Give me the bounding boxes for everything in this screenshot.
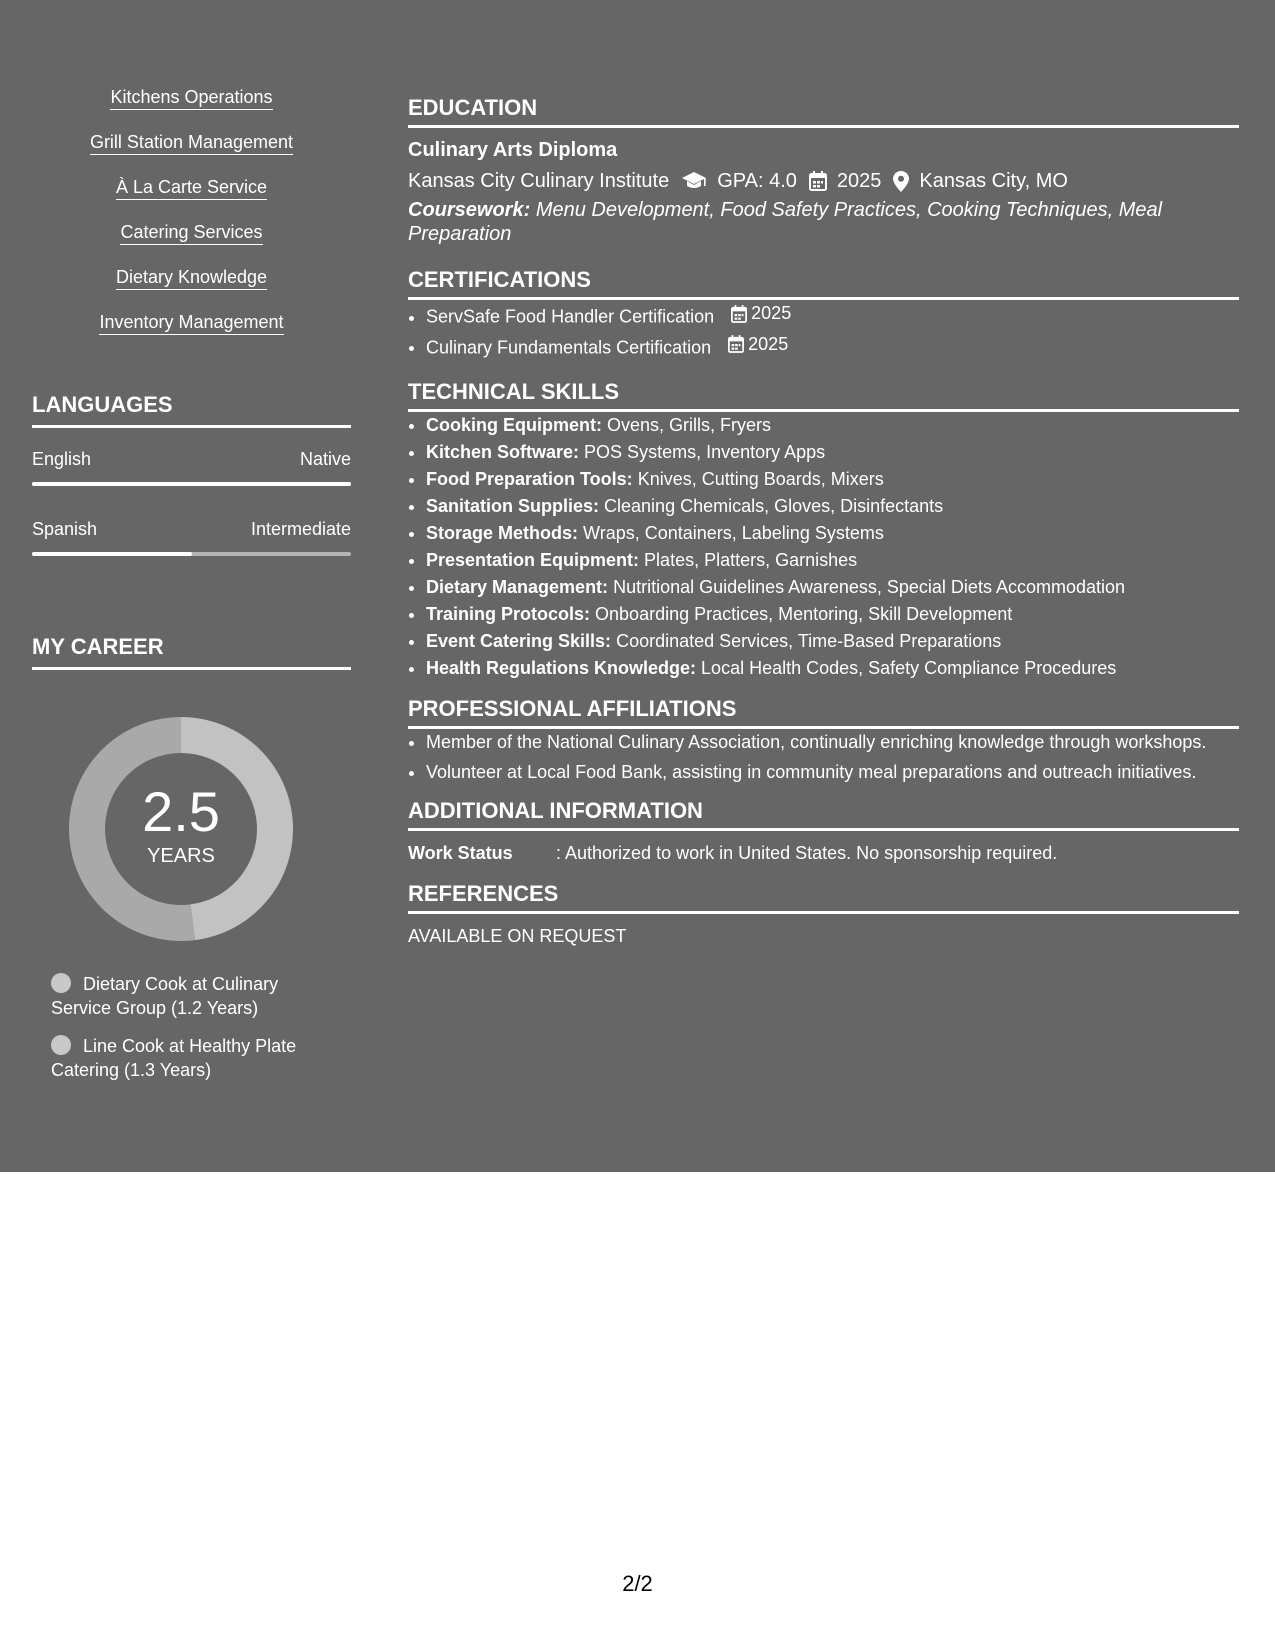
education-year: 2025: [836, 170, 882, 192]
certification-name: ServSafe Food Handler Certification: [426, 306, 715, 327]
page-number: 2/2: [622, 1571, 653, 1596]
skill-item: [32, 131, 351, 156]
technical-skill-item: [426, 547, 1239, 574]
language-level: Native: [299, 449, 351, 469]
language-name: Spanish: [32, 519, 98, 539]
calendar-icon: [809, 171, 827, 191]
technical-skill-item: [426, 520, 1239, 547]
certification-year: 2025: [748, 333, 789, 354]
technical-skill-item: [426, 466, 1239, 493]
legend-dot-icon: [51, 973, 71, 993]
education-gpa: GPA: 4.0: [717, 170, 797, 192]
skill-item: [32, 221, 351, 246]
affiliations-list: [408, 729, 1239, 786]
technical-skill-label: Dietary Management:: [426, 577, 609, 597]
languages-title: LANGUAGES: [32, 392, 351, 428]
technical-skill-label: Storage Methods:: [426, 523, 579, 543]
technical-skill-item: [426, 628, 1239, 655]
skills-list: [32, 86, 351, 336]
skill-item: [32, 266, 351, 291]
skill-label: Catering Services: [120, 221, 262, 245]
references-text: AVAILABLE ON REQUEST: [408, 926, 627, 946]
language-proficiency-bar: [32, 552, 351, 556]
technical-skill-value: Plates, Platters, Garnishes: [644, 550, 858, 570]
technical-skills-title: TECHNICAL SKILLS: [408, 379, 1239, 412]
career-legend-label: Line Cook at Healthy Plate Catering (1.3 Years): [51, 1036, 297, 1080]
technical-skill-item: [426, 601, 1239, 628]
language-name: English: [32, 449, 92, 469]
technical-skill-item: [426, 655, 1239, 682]
certification-name: Culinary Fundamentals Certification: [426, 337, 712, 357]
technical-skill-item: [426, 439, 1239, 466]
certifications-list: [408, 300, 1239, 361]
technical-skill-value: POS Systems, Inventory Apps: [584, 442, 826, 462]
education-title: EDUCATION: [408, 95, 1239, 128]
affiliation-item: • Member of the National Culinary Association, continually enriching knowledge through workshops.: [426, 729, 1239, 756]
technical-skill-value: Knives, Cutting Boards, Mixers: [637, 469, 884, 489]
language-level: Intermediate: [250, 519, 351, 539]
right-column: [408, 95, 1239, 948]
skill-label: Grill Station Management: [90, 131, 293, 155]
certification-date: [728, 331, 788, 358]
language-row: [32, 448, 351, 470]
career-legend-label: Dietary Cook at Culinary Service Group (1.2 Years): [51, 974, 279, 1018]
certification-item: [426, 331, 1239, 362]
affiliation-item: • Volunteer at Local Food Bank, assisting in community meal preparations and outreach initiatives.: [426, 759, 1239, 786]
certification-date: [731, 300, 791, 327]
skill-label: Kitchens Operations: [110, 86, 272, 110]
references-title: REFERENCES: [408, 881, 1239, 914]
certifications-title: CERTIFICATIONS: [408, 267, 1239, 300]
language-proficiency-fill: [32, 552, 192, 556]
technical-skill-value: Nutritional Guidelines Awareness, Special Diets Accommodation: [613, 577, 1126, 597]
additional-info-title: ADDITIONAL INFORMATION: [408, 798, 1239, 831]
technical-skill-label: Event Catering Skills:: [426, 631, 612, 651]
technical-skill-value: Wraps, Containers, Labeling Systems: [583, 523, 884, 543]
career-total-unit: YEARS: [147, 845, 215, 867]
technical-skill-label: Sanitation Supplies:: [426, 496, 600, 516]
technical-skill-label: Cooking Equipment:: [426, 415, 602, 435]
technical-skill-value: Onboarding Practices, Mentoring, Skill Development: [595, 604, 1013, 624]
technical-skill-value: Cleaning Chemicals, Gloves, Disinfectants: [604, 496, 944, 516]
technical-skill-value: Local Health Codes, Safety Compliance Procedures: [701, 658, 1117, 678]
certification-year: 2025: [751, 303, 792, 323]
career-section: [32, 634, 351, 1096]
calendar-icon: [728, 335, 744, 353]
technical-skill-label: Kitchen Software:: [426, 442, 580, 462]
technical-skills-list: [408, 412, 1239, 682]
work-status-value: : Authorized to work in United States. No sponsorship required.: [556, 843, 1058, 863]
career-legend: [51, 972, 321, 1082]
work-status-label: Work Status: [408, 843, 513, 863]
career-title: MY CAREER: [32, 634, 351, 670]
technical-skill-value: Coordinated Services, Time-Based Preparations: [616, 631, 1002, 651]
certification-item: [426, 300, 1239, 331]
technical-skill-label: Health Regulations Knowledge:: [426, 658, 697, 678]
skill-label: Inventory Management: [99, 311, 283, 335]
technical-skill-label: Presentation Equipment:: [426, 550, 640, 570]
language-proficiency-bar: [32, 482, 351, 486]
skill-item: [32, 176, 351, 201]
education-institution: Kansas City Culinary Institute: [408, 170, 670, 192]
technical-skill-value: Ovens, Grills, Fryers: [607, 415, 772, 435]
skill-item: [32, 311, 351, 336]
location-pin-icon: [893, 171, 909, 192]
language-row: [32, 518, 351, 540]
graduation-cap-icon: [681, 171, 707, 191]
affiliations-title: PROFESSIONAL AFFILIATIONS: [408, 696, 1239, 729]
left-column: [32, 86, 351, 1080]
calendar-icon: [731, 305, 747, 323]
legend-dot-icon: [51, 1035, 71, 1055]
education-location: Kansas City, MO: [919, 170, 1068, 192]
technical-skill-label: Training Protocols:: [426, 604, 591, 624]
skill-item: [32, 86, 351, 111]
technical-skill-item: [426, 412, 1239, 439]
skill-label: À La Carte Service: [116, 176, 267, 200]
coursework-label: Coursework:: [408, 199, 531, 221]
career-legend-item: [51, 1034, 321, 1082]
technical-skill-item: [426, 574, 1239, 601]
technical-skill-label: Food Preparation Tools:: [426, 469, 633, 489]
career-legend-item: [51, 972, 321, 1020]
education-degree: Culinary Arts Diploma: [408, 139, 618, 161]
education-coursework: [408, 198, 1239, 246]
career-total-number: 2.5: [142, 780, 220, 843]
skill-label: Dietary Knowledge: [116, 266, 267, 290]
coursework-text: Menu Development, Food Safety Practices, Cooking Techniques, Meal Preparation: [408, 199, 1163, 245]
work-status-row: [408, 841, 1239, 865]
education-details: [408, 168, 1239, 194]
career-donut-chart: [66, 714, 296, 944]
languages-section: [32, 392, 351, 556]
language-proficiency-fill: [32, 482, 351, 486]
technical-skill-item: [426, 493, 1239, 520]
